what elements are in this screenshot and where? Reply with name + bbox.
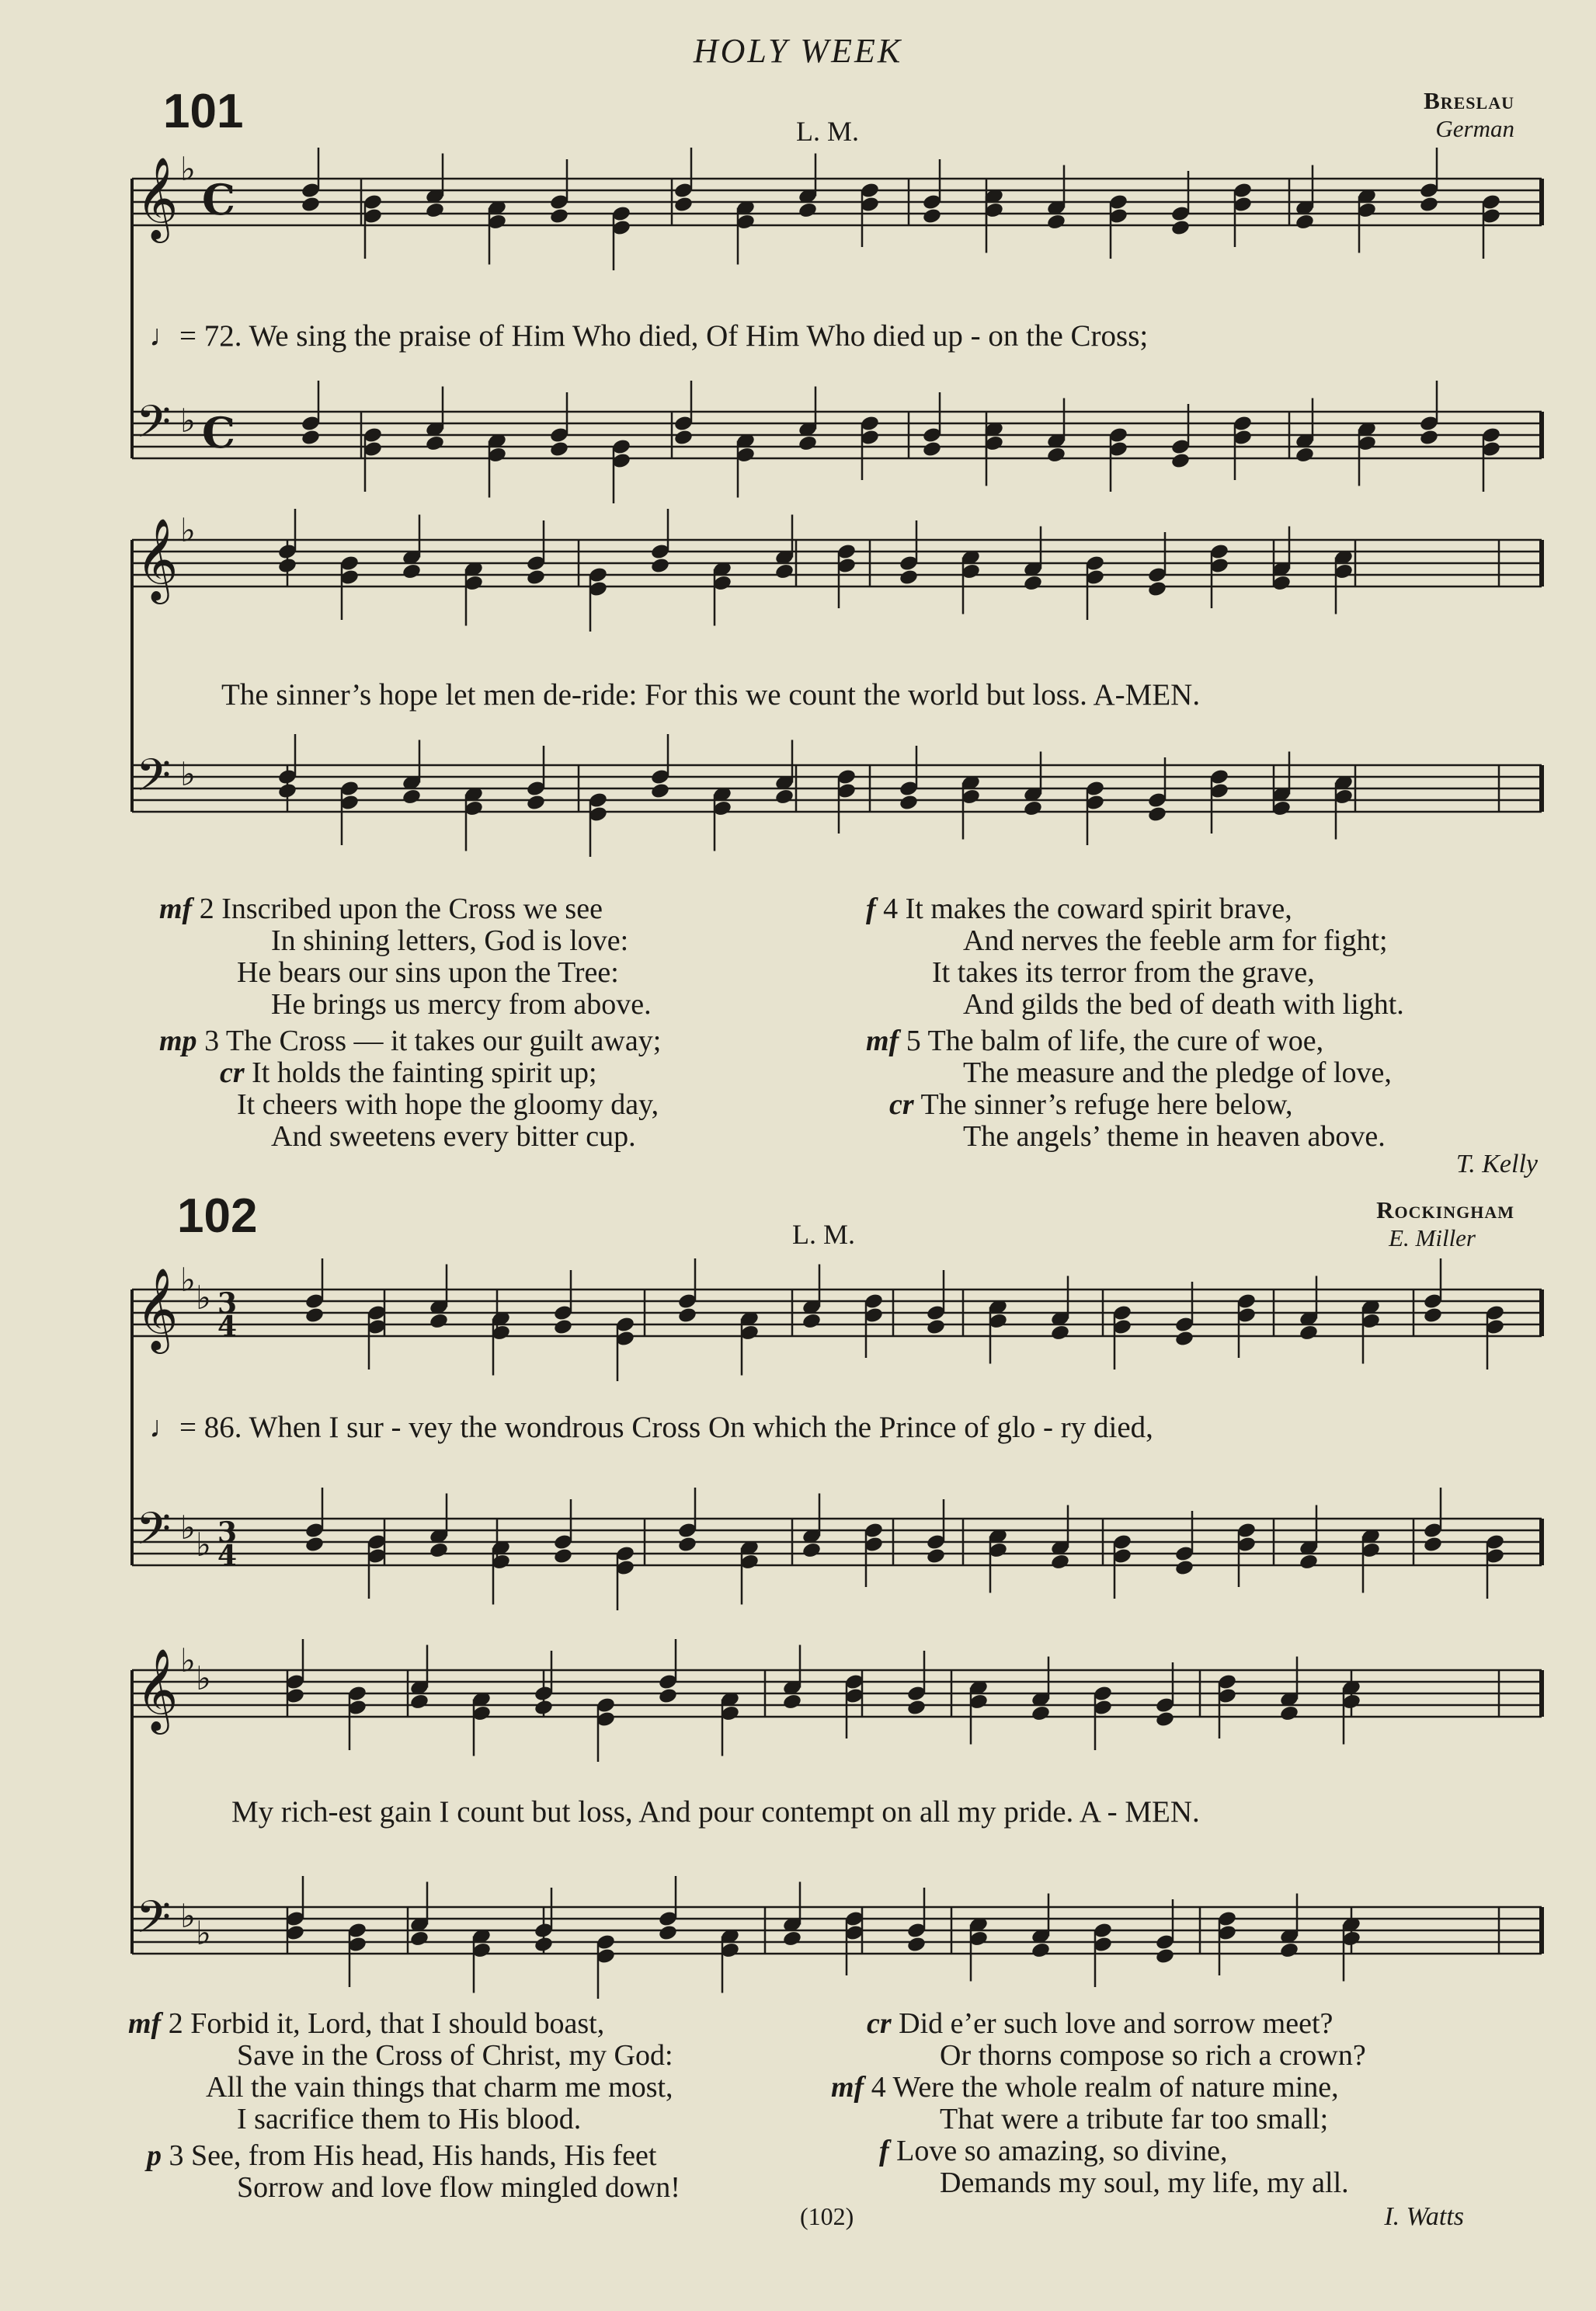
verse-line: And sweetens every bitter cup. (271, 1120, 636, 1153)
verse-line: It cheers with hope the gloomy day, (237, 1088, 659, 1121)
verse-line: The measure and the pledge of love, (963, 1056, 1392, 1089)
hymn-number: 101 (163, 85, 244, 138)
verses-left-101 (159, 893, 827, 1153)
verse-line: p 3 See, from His head, His hands, His feet (147, 2139, 657, 2172)
svg-text:♭: ♭ (180, 1509, 196, 1547)
page-header: HOLY WEEK (693, 32, 903, 70)
verse-line: In shining letters, God is love: (271, 924, 629, 957)
svg-text:C: C (202, 408, 235, 458)
svg-text:𝄢: 𝄢 (136, 749, 172, 813)
tune-name: Breslau (1424, 87, 1514, 114)
svg-text:𝄞: 𝄞 (136, 156, 179, 239)
verses-left-102 (128, 2008, 827, 2204)
svg-text:4: 4 (217, 1540, 238, 1572)
svg-text:3: 3 (217, 1287, 238, 1320)
verse-line: mp 3 The Cross — it takes our guilt away; (159, 1025, 662, 1057)
verse-line: And gilds the bed of death with light. (963, 988, 1404, 1021)
verse-line: Sorrow and love flow mingled down! (237, 2171, 680, 2204)
hymn-number: 102 (177, 1189, 258, 1243)
verse-line: All the vain things that charm me most, (206, 2071, 673, 2104)
verse-line: Save in the Cross of Christ, my God: (237, 2039, 673, 2072)
svg-text:C: C (202, 175, 235, 224)
hymn102-system2-bass-staff (132, 1876, 1542, 1999)
verse-line: The angels’ theme in heaven above. (963, 1120, 1386, 1153)
svg-text:♭: ♭ (180, 402, 196, 440)
hymn101-system2-bass-staff (132, 734, 1542, 857)
svg-text:4: 4 (217, 1310, 238, 1343)
hymn101-system2-treble-staff (132, 509, 1542, 812)
verse-line: I sacrifice them to His blood. (237, 2103, 582, 2135)
svg-text:♭: ♭ (196, 1659, 211, 1697)
verse-line: cr Did e’er such love and sorrow meet? (867, 2007, 1333, 2040)
verse-line: cr It holds the fainting spirit up; (220, 1056, 597, 1089)
verse-line: That were a tribute far too small; (940, 2103, 1329, 2135)
svg-text:♭: ♭ (196, 1279, 211, 1317)
svg-text:𝄢: 𝄢 (136, 1891, 172, 1954)
svg-text:♭: ♭ (180, 150, 196, 188)
author: T. Kelly (1455, 1150, 1538, 1178)
verse-line: Demands my soul, my life, my all. (940, 2167, 1349, 2199)
svg-text:𝄞: 𝄞 (136, 517, 179, 600)
svg-text:𝄞: 𝄞 (136, 1648, 179, 1731)
lyric-line-2: The sinner’s hope let men de-ride: For this we count the world but loss. A-MEN. (221, 678, 1201, 712)
verse-line: He brings us mercy from above. (271, 988, 652, 1021)
lyric-line-1: ♩= 86. When I sur - vey the wondrous Cross On which the Prince of glo - ry died, (149, 1411, 1153, 1444)
svg-text:𝄢: 𝄢 (136, 1502, 172, 1566)
hymn-meter: L. M. (792, 1219, 855, 1250)
svg-text:𝄢: 𝄢 (136, 395, 172, 459)
svg-text:𝄞: 𝄞 (136, 1267, 179, 1350)
tune-info (1204, 1196, 1514, 1252)
verse-line: He bears our sins upon the Tree: (237, 956, 619, 989)
verse-line: mf 2 Inscribed upon the Cross we see (159, 893, 603, 925)
hymn102-system1-bass-staff (132, 1488, 1542, 1610)
author: I. Watts (1384, 2202, 1464, 2231)
svg-text:♭: ♭ (180, 511, 196, 549)
composer: E. Miller (1389, 1224, 1476, 1251)
tune-name: Rockingham (1376, 1196, 1514, 1223)
svg-text:♭: ♭ (196, 1914, 211, 1952)
verse-line: And nerves the feeble arm for fight; (963, 924, 1388, 957)
verse-line: f Love so amazing, so divine, (879, 2135, 1228, 2167)
hymn101-system1-bass-staff (132, 381, 1542, 503)
verse-line: Or thorns compose so rich a crown? (940, 2039, 1366, 2072)
svg-text:♭: ♭ (180, 1261, 196, 1299)
lyric-line-1: ♩= 72. We sing the praise of Him Who died, Of Him Who died up - on the Cross; (149, 319, 1149, 353)
verses-right-101 (866, 893, 1549, 1153)
verse-line: cr The sinner’s refuge here below, (889, 1088, 1293, 1121)
svg-text:3: 3 (217, 1516, 238, 1549)
verse-line: mf 4 Were the whole realm of nature mine, (831, 2071, 1339, 2104)
verse-line: mf 5 The balm of life, the cure of woe, (866, 1025, 1324, 1057)
svg-text:♭: ♭ (180, 1641, 196, 1679)
svg-text:♭: ♭ (180, 755, 196, 793)
lyric-line-2: My rich-est gain I count but loss, And pour contempt on all my pride. A - MEN. (231, 1795, 1200, 1829)
verses-right-102 (831, 2008, 1546, 2199)
hymn-meter: L. M. (796, 116, 859, 147)
composer: German (1435, 115, 1514, 142)
verse-line: It takes its terror from the grave, (932, 956, 1315, 989)
svg-text:♭: ♭ (180, 1897, 196, 1935)
verse-line: mf 2 Forbid it, Lord, that I should boast, (128, 2007, 605, 2040)
verse-line: f 4 It makes the coward spirit brave, (866, 893, 1292, 925)
page-number: (102) (800, 2202, 854, 2230)
svg-text:♭: ♭ (196, 1526, 211, 1564)
